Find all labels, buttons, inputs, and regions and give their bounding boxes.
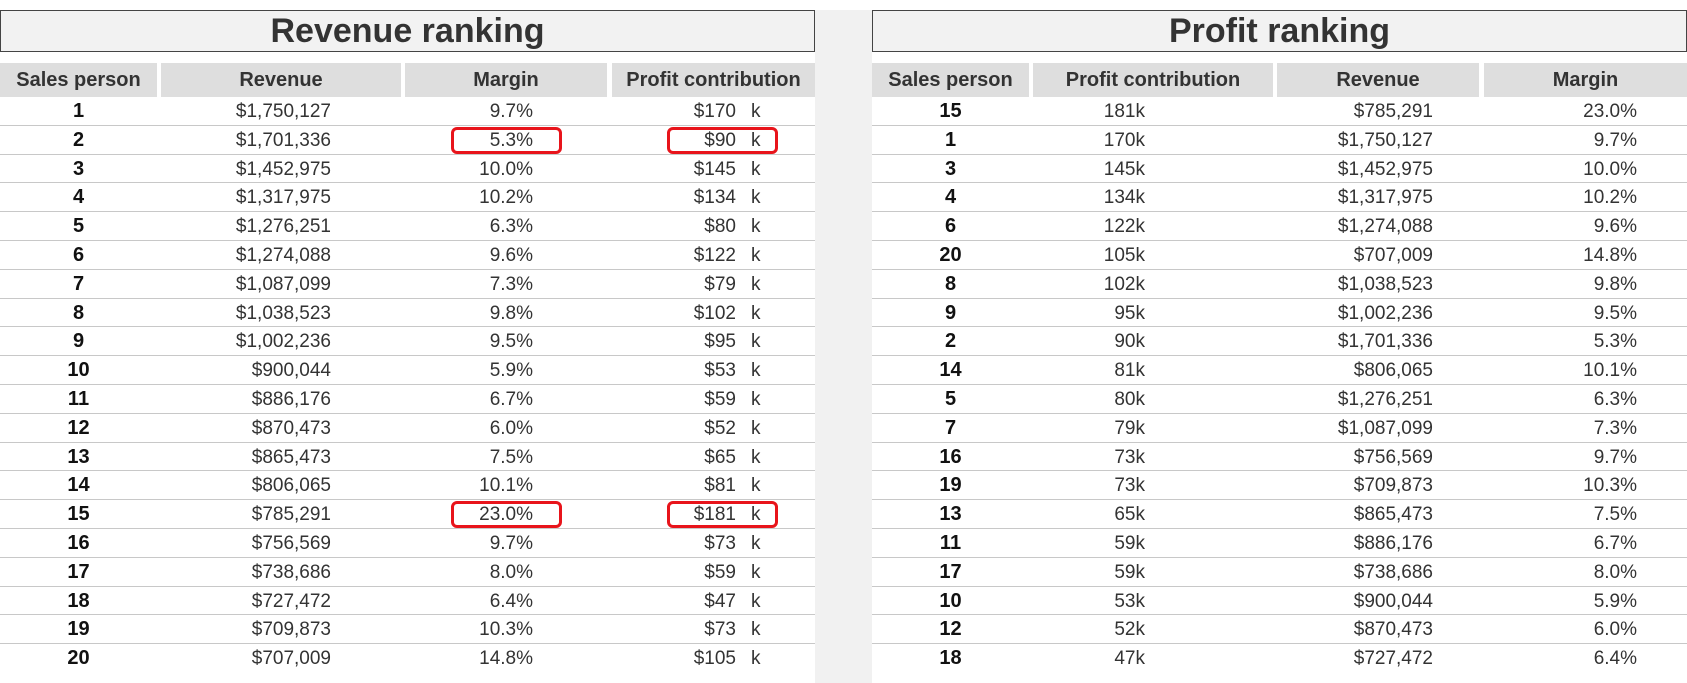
profit-value: $81 xyxy=(704,475,736,497)
profit-value: $170 xyxy=(693,101,736,122)
sales-person-id: 6 xyxy=(72,243,85,266)
sales-person-id: 8 xyxy=(72,301,85,324)
profit-value: $105 xyxy=(693,648,736,670)
revenue-value: $738,686 xyxy=(251,561,331,583)
profit-value: 181k xyxy=(1103,101,1145,122)
table-row xyxy=(0,385,815,414)
profit-value: 90k xyxy=(1114,331,1145,353)
sales-person-id: 12 xyxy=(939,618,962,641)
panel-divider xyxy=(815,10,872,683)
revenue-value: $1,452,975 xyxy=(1337,158,1433,180)
table-row xyxy=(872,615,1687,644)
table-row xyxy=(0,644,815,673)
revenue-value: $1,317,975 xyxy=(1337,187,1433,209)
profit-value: 53k xyxy=(1114,590,1145,612)
profit-value: 170k xyxy=(1103,129,1145,151)
unit-suffix: k xyxy=(751,273,761,295)
header-margin: Margin xyxy=(405,63,607,97)
sales-person-id: 4 xyxy=(944,186,957,209)
profit-value: $59 xyxy=(704,388,736,410)
margin-value: 14.8% xyxy=(1583,244,1637,266)
unit-suffix: k xyxy=(751,504,761,526)
sales-person-id: 11 xyxy=(67,387,90,410)
sales-person-id: 17 xyxy=(939,560,962,583)
profit-value: 81k xyxy=(1114,360,1145,382)
revenue-value: $785,291 xyxy=(1353,101,1433,122)
sales-person-id: 15 xyxy=(67,503,90,526)
revenue-value: $886,176 xyxy=(1353,532,1433,554)
highlight-box xyxy=(667,501,778,528)
margin-value: 9.5% xyxy=(489,331,533,353)
table-row xyxy=(0,183,815,212)
unit-suffix: k xyxy=(751,446,761,468)
sales-person-id: 20 xyxy=(67,647,90,670)
revenue-value: $1,701,336 xyxy=(1337,331,1433,353)
revenue-value: $886,176 xyxy=(251,388,331,410)
header-profit-contribution: Profit contribution xyxy=(612,63,815,97)
profit-value: 79k xyxy=(1114,417,1145,439)
table-row xyxy=(0,212,815,241)
unit-suffix: k xyxy=(751,244,761,266)
sales-person-id: 20 xyxy=(939,243,962,266)
unit-suffix: k xyxy=(751,331,761,353)
table-row xyxy=(872,471,1687,500)
revenue-value: $1,274,088 xyxy=(235,244,331,266)
unit-suffix: k xyxy=(751,129,761,151)
revenue-value: $865,473 xyxy=(251,446,331,468)
margin-value: 9.5% xyxy=(1593,302,1637,324)
profit-value: 59k xyxy=(1114,561,1145,583)
revenue-value: $1,750,127 xyxy=(1337,129,1433,151)
profit-value: 102k xyxy=(1103,273,1145,295)
margin-value: 5.9% xyxy=(489,360,533,382)
margin-value: 5.3% xyxy=(489,129,533,151)
table-row xyxy=(0,587,815,616)
sales-person-id: 1 xyxy=(944,128,957,151)
revenue-ranking-header xyxy=(0,63,815,97)
revenue-value: $756,569 xyxy=(1353,446,1433,468)
profit-value: 47k xyxy=(1114,648,1145,670)
table-row xyxy=(0,270,815,299)
header-sales-person: Sales person xyxy=(872,63,1029,97)
sales-person-id: 10 xyxy=(939,589,962,612)
margin-value: 9.7% xyxy=(1593,446,1637,468)
table-row xyxy=(872,126,1687,155)
highlight-box xyxy=(451,501,562,528)
revenue-value: $1,002,236 xyxy=(235,331,331,353)
margin-value: 10.3% xyxy=(479,619,533,641)
margin-value: 10.3% xyxy=(1583,475,1637,497)
margin-value: 10.1% xyxy=(1583,360,1637,382)
revenue-value: $1,274,088 xyxy=(1337,216,1433,238)
profit-value: $102 xyxy=(693,302,736,324)
revenue-value: $756,569 xyxy=(251,532,331,554)
table-row xyxy=(0,97,815,126)
table-row xyxy=(872,183,1687,212)
revenue-value: $707,009 xyxy=(1353,244,1433,266)
table-row xyxy=(872,212,1687,241)
table-row xyxy=(0,126,815,155)
revenue-ranking-title: Revenue ranking xyxy=(0,10,815,52)
unit-suffix: k xyxy=(751,619,761,641)
unit-suffix: k xyxy=(751,532,761,554)
table-row xyxy=(0,443,815,472)
sales-person-id: 19 xyxy=(67,618,90,641)
unit-suffix: k xyxy=(751,158,761,180)
unit-suffix: k xyxy=(751,101,761,122)
revenue-value: $1,317,975 xyxy=(235,187,331,209)
table-row xyxy=(872,241,1687,270)
revenue-value: $709,873 xyxy=(251,619,331,641)
profit-ranking-rows xyxy=(872,97,1687,674)
margin-value: 6.7% xyxy=(1593,532,1637,554)
revenue-value: $1,701,336 xyxy=(235,129,331,151)
margin-value: 23.0% xyxy=(1583,101,1637,122)
revenue-value: $870,473 xyxy=(1353,619,1433,641)
margin-value: 8.0% xyxy=(1593,561,1637,583)
sales-person-id: 6 xyxy=(944,215,957,238)
profit-ranking-header xyxy=(872,63,1687,97)
table-row xyxy=(872,155,1687,184)
margin-value: 5.9% xyxy=(1593,590,1637,612)
sales-person-id: 3 xyxy=(72,157,85,180)
profit-ranking-panel xyxy=(872,10,1687,674)
sales-person-id: 1 xyxy=(72,100,85,122)
table-row xyxy=(0,615,815,644)
revenue-value: $1,087,099 xyxy=(235,273,331,295)
sales-person-id: 13 xyxy=(67,445,90,468)
sales-person-id: 13 xyxy=(939,503,962,526)
sales-person-id: 15 xyxy=(939,100,962,122)
revenue-value: $900,044 xyxy=(1353,590,1433,612)
sales-person-id: 2 xyxy=(944,330,957,353)
sales-person-id: 16 xyxy=(939,445,962,468)
revenue-value: $870,473 xyxy=(251,417,331,439)
sales-person-id: 2 xyxy=(72,128,85,151)
table-row xyxy=(0,500,815,529)
header-margin: Margin xyxy=(1484,63,1687,97)
margin-value: 6.7% xyxy=(489,388,533,410)
margin-value: 5.3% xyxy=(1593,331,1637,353)
profit-value: $53 xyxy=(704,360,736,382)
margin-value: 7.3% xyxy=(1593,417,1637,439)
profit-ranking-title: Profit ranking xyxy=(872,10,1687,52)
sales-person-id: 11 xyxy=(939,531,962,554)
table-row xyxy=(872,443,1687,472)
revenue-value: $806,065 xyxy=(1353,360,1433,382)
header-revenue: Revenue xyxy=(161,63,401,97)
sales-person-id: 7 xyxy=(944,416,957,439)
revenue-value: $707,009 xyxy=(251,648,331,670)
revenue-value: $900,044 xyxy=(251,360,331,382)
sales-person-id: 14 xyxy=(67,474,90,497)
sales-person-id: 9 xyxy=(944,301,957,324)
profit-value: $59 xyxy=(704,561,736,583)
margin-value: 9.7% xyxy=(489,532,533,554)
profit-value: 122k xyxy=(1103,216,1145,238)
table-row xyxy=(872,270,1687,299)
margin-value: 9.7% xyxy=(489,101,533,122)
unit-suffix: k xyxy=(751,388,761,410)
unit-suffix: k xyxy=(751,475,761,497)
revenue-value: $1,038,523 xyxy=(235,302,331,324)
revenue-value: $865,473 xyxy=(1353,504,1433,526)
unit-suffix: k xyxy=(751,561,761,583)
table-row xyxy=(872,327,1687,356)
header-revenue: Revenue xyxy=(1277,63,1479,97)
margin-value: 9.6% xyxy=(489,244,533,266)
highlight-box xyxy=(667,127,778,154)
sales-person-id: 10 xyxy=(67,359,90,382)
unit-suffix: k xyxy=(751,590,761,612)
sales-person-id: 3 xyxy=(944,157,957,180)
revenue-value: $1,276,251 xyxy=(1337,388,1433,410)
unit-suffix: k xyxy=(751,216,761,238)
profit-value: 80k xyxy=(1114,388,1145,410)
margin-value: 10.1% xyxy=(479,475,533,497)
table-row xyxy=(0,299,815,328)
profit-value: 65k xyxy=(1114,504,1145,526)
margin-value: 7.3% xyxy=(489,273,533,295)
sales-person-id: 16 xyxy=(67,531,90,554)
revenue-value: $806,065 xyxy=(251,475,331,497)
margin-value: 9.7% xyxy=(1593,129,1637,151)
table-row xyxy=(872,299,1687,328)
profit-value: 134k xyxy=(1103,187,1145,209)
sales-person-id: 19 xyxy=(939,474,962,497)
revenue-value: $1,276,251 xyxy=(235,216,331,238)
unit-suffix: k xyxy=(751,417,761,439)
margin-value: 10.0% xyxy=(479,158,533,180)
sales-person-id: 18 xyxy=(67,589,90,612)
margin-value: 6.0% xyxy=(489,417,533,439)
margin-value: 9.6% xyxy=(1593,216,1637,238)
margin-value: 14.8% xyxy=(479,648,533,670)
revenue-value: $1,002,236 xyxy=(1337,302,1433,324)
margin-value: 8.0% xyxy=(489,561,533,583)
profit-value: $90 xyxy=(704,129,736,151)
profit-value: 73k xyxy=(1114,446,1145,468)
unit-suffix: k xyxy=(751,187,761,209)
profit-value: $122 xyxy=(693,244,736,266)
sales-person-id: 8 xyxy=(944,272,957,295)
sales-person-id: 4 xyxy=(72,186,85,209)
revenue-value: $1,452,975 xyxy=(235,158,331,180)
table-row xyxy=(872,558,1687,587)
profit-value: $80 xyxy=(704,216,736,238)
table-row xyxy=(872,500,1687,529)
profit-value: $181 xyxy=(693,504,736,526)
table-row xyxy=(0,327,815,356)
header-sales-person: Sales person xyxy=(0,63,157,97)
sales-person-id: 7 xyxy=(72,272,85,295)
margin-value: 10.2% xyxy=(479,187,533,209)
profit-value: $73 xyxy=(704,532,736,554)
margin-value: 6.3% xyxy=(1593,388,1637,410)
revenue-value: $727,472 xyxy=(1353,648,1433,670)
sales-person-id: 5 xyxy=(72,215,85,238)
profit-value: 73k xyxy=(1114,475,1145,497)
table-row xyxy=(0,155,815,184)
profit-value: 95k xyxy=(1114,302,1145,324)
sales-person-id: 17 xyxy=(67,560,90,583)
table-row xyxy=(0,529,815,558)
revenue-value: $709,873 xyxy=(1353,475,1433,497)
profit-value: $52 xyxy=(704,417,736,439)
profit-value: $73 xyxy=(704,619,736,641)
table-row xyxy=(0,414,815,443)
revenue-value: $1,087,099 xyxy=(1337,417,1433,439)
unit-suffix: k xyxy=(751,302,761,324)
table-row xyxy=(872,385,1687,414)
sales-person-id: 9 xyxy=(72,330,85,353)
profit-value: $65 xyxy=(704,446,736,468)
profit-value: $95 xyxy=(704,331,736,353)
table-row xyxy=(872,414,1687,443)
unit-suffix: k xyxy=(751,360,761,382)
profit-value: 59k xyxy=(1114,532,1145,554)
margin-value: 23.0% xyxy=(479,504,533,526)
profit-value: $47 xyxy=(704,590,736,612)
margin-value: 9.8% xyxy=(489,302,533,324)
margin-value: 7.5% xyxy=(489,446,533,468)
table-row xyxy=(0,356,815,385)
header-profit-contribution: Profit contribution xyxy=(1033,63,1273,97)
revenue-value: $727,472 xyxy=(251,590,331,612)
margin-value: 10.0% xyxy=(1583,158,1637,180)
profit-value: $145 xyxy=(693,158,736,180)
table-row xyxy=(872,587,1687,616)
sales-person-id: 14 xyxy=(939,359,962,382)
unit-suffix: k xyxy=(751,648,761,670)
profit-value: 145k xyxy=(1103,158,1145,180)
sales-person-id: 12 xyxy=(67,416,90,439)
sales-person-id: 18 xyxy=(939,647,962,670)
highlight-box xyxy=(451,127,562,154)
table-row xyxy=(0,241,815,270)
margin-value: 6.0% xyxy=(1593,619,1637,641)
margin-value: 7.5% xyxy=(1593,504,1637,526)
revenue-ranking-rows xyxy=(0,97,815,674)
revenue-value: $785,291 xyxy=(251,504,331,526)
table-row xyxy=(0,558,815,587)
margin-value: 9.8% xyxy=(1593,273,1637,295)
profit-value: $79 xyxy=(704,273,736,295)
table-row xyxy=(872,97,1687,126)
table-row xyxy=(0,471,815,500)
table-row xyxy=(872,529,1687,558)
revenue-ranking-panel xyxy=(0,10,815,674)
profit-value: 105k xyxy=(1103,244,1145,266)
revenue-value: $1,038,523 xyxy=(1337,273,1433,295)
sales-person-id: 5 xyxy=(944,387,957,410)
margin-value: 6.3% xyxy=(489,216,533,238)
profit-value: 52k xyxy=(1114,619,1145,641)
margin-value: 6.4% xyxy=(489,590,533,612)
table-row xyxy=(872,356,1687,385)
margin-value: 10.2% xyxy=(1583,187,1637,209)
profit-value: $134 xyxy=(693,187,736,209)
revenue-value: $738,686 xyxy=(1353,561,1433,583)
margin-value: 6.4% xyxy=(1593,648,1637,670)
revenue-value: $1,750,127 xyxy=(235,101,331,122)
table-row xyxy=(872,644,1687,673)
